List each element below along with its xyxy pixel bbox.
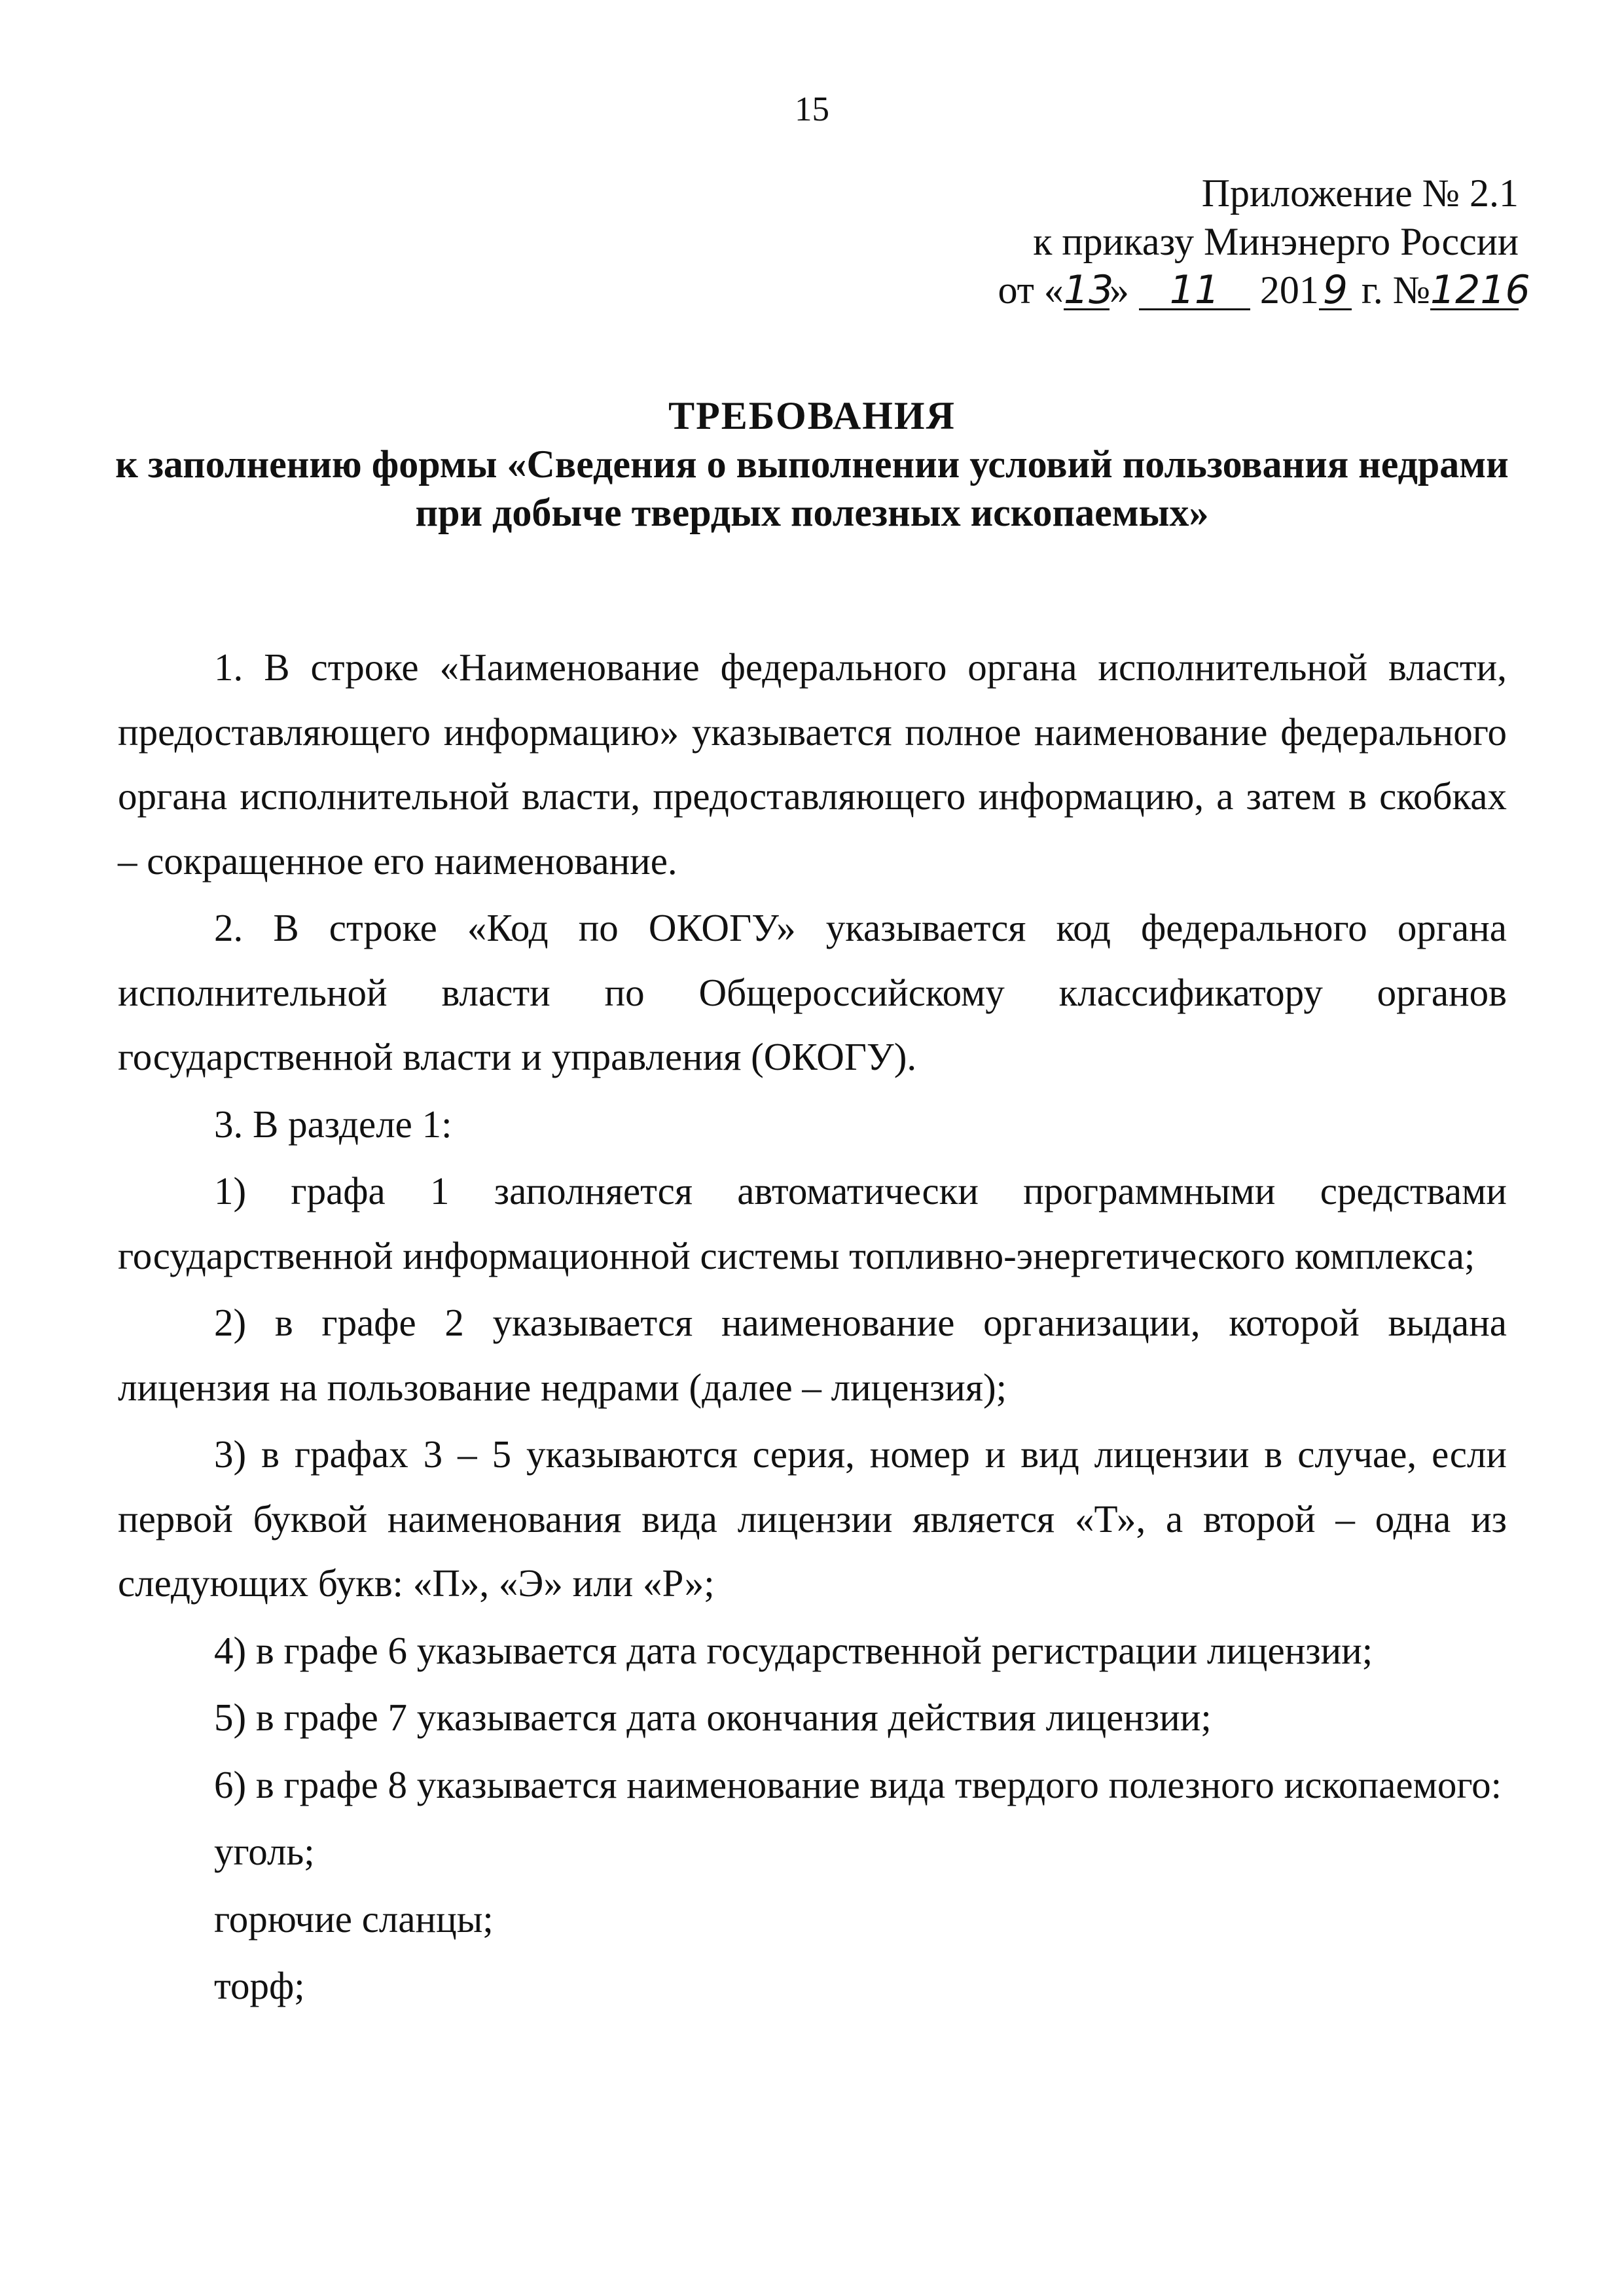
page-number: 15 — [795, 90, 829, 128]
paragraph-3-item-2: 2) в графе 2 указывается наименование организации, которой выдана лицензия на пользование недрами (далее – лицензия); — [118, 1301, 1507, 1409]
appendix-date-line — [982, 266, 1530, 314]
title-main: ТРЕБОВАНИЯ — [668, 394, 956, 437]
paragraph-3-item-6: 6) в графе 8 указывается наименование вида твердого полезного ископаемого: — [214, 1762, 1502, 1806]
paragraph-3-item-5: 5) в графе 7 указывается дата окончания действия лицензии; — [214, 1696, 1212, 1739]
handwritten-day: 13 — [1063, 267, 1114, 313]
handwritten-month: 11 — [1139, 272, 1250, 310]
paragraph-3-item-3: 3) в графах 3 – 5 указываются серия, номер и вид лицензии в случае, если первой буквой наименования вида лицензии является «Т», а второй – одна из следующих букв: «П», «Э» или «Р»; — [118, 1432, 1507, 1605]
document-title — [111, 392, 1513, 537]
list-item: уголь; — [214, 1830, 315, 1873]
order-number-label: г. № — [1361, 268, 1430, 312]
list-item: торф; — [214, 1964, 305, 2007]
date-quote-close: » — [1109, 268, 1129, 312]
appendix-block — [982, 169, 1530, 314]
paragraph-3: 3. В разделе 1: — [214, 1102, 452, 1146]
paragraph-1: 1. В строке «Наименование федерального органа исполнительной власти, предоставляющего информацию» указывается полное наименование федерального органа исполнительной власти, предоставляющего информацию, а затем в скобках – сокращенное его наименование. — [118, 646, 1507, 883]
year-prefix: 201 — [1259, 268, 1319, 312]
appendix-order-ref: к приказу Минэнерго России — [1033, 220, 1519, 263]
date-prefix: от « — [998, 268, 1064, 312]
list-item: горючие сланцы; — [214, 1897, 494, 1941]
paragraph-3-item-4: 4) в графе 6 указывается дата государственной регистрации лицензии; — [214, 1628, 1373, 1672]
title-line-3: при добыче твердых полезных ископаемых» — [415, 491, 1209, 534]
title-line-2: к заполнению формы «Сведения о выполнении условий пользования недрами — [115, 443, 1509, 486]
appendix-title: Приложение № 2.1 — [1201, 172, 1519, 215]
document-body — [118, 635, 1507, 2018]
handwritten-year-digit: 9 — [1319, 272, 1352, 310]
paragraph-2: 2. В строке «Код по ОКОГУ» указывается код федерального органа исполнительной власти по Общероссийскому классификатору органов государственной власти и управления (ОКОГУ). — [118, 906, 1507, 1078]
handwritten-order-number: 1216 — [1430, 267, 1530, 313]
paragraph-3-item-1: 1) графа 1 заполняется автоматически программными средствами государственной информационной системы топливно-энергетического комплекса; — [118, 1169, 1507, 1277]
